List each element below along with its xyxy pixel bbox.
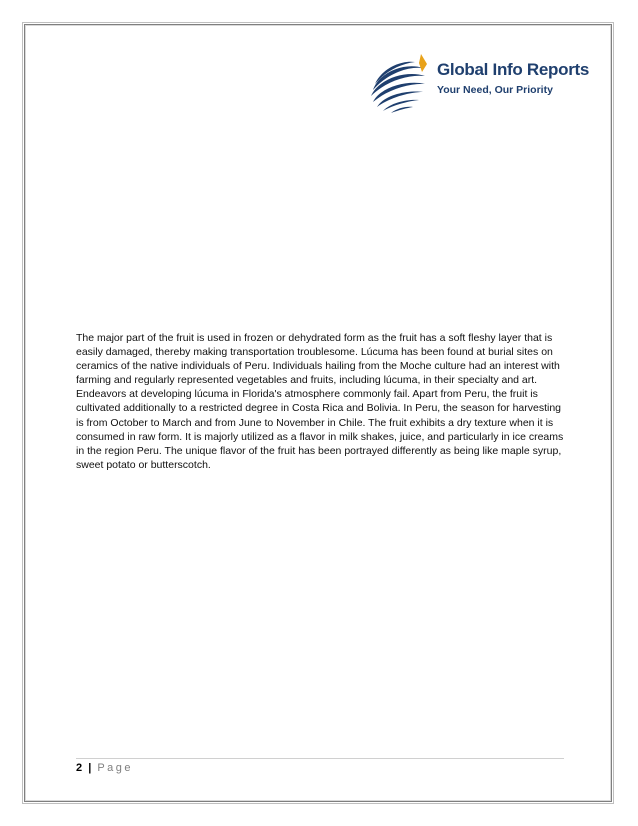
footer-divider	[76, 758, 564, 759]
page-number: 2	[76, 762, 83, 774]
logo-title: Global Info Reports	[437, 60, 590, 79]
footer-separator: |	[88, 762, 92, 774]
body-paragraph: The major part of the fruit is used in frozen or dehydrated form as the fruit has a soft fleshy layer that is easily damaged, thereby making transportation troublesome. Lúcuma has been found at burial sites on ceramics of the native individuals of Peru. Individuals hailing from the Moche culture had an interest with farming and regularly represented vegetables and fruits, including lúcuma, in their specialty and art. Endeavors at developing lúcuma in Florida's atmosphere commonly fail. Apart from Peru, the fruit is cultivated additionally to a restricted degree in Costa Rica and Bolivia. In Peru, the season for harvesting is from October to March and from June to November in Chile. The fruit exhibits a dry texture when it is consumed in raw form. It is majorly utilized as a flavor in milk shakes, juice, and particularly in ice creams in the region Peru. The unique flavor of the fruit has been portrayed differently as being like maple syrup, sweet potato or butterscotch.	[76, 332, 564, 471]
page-label: Page	[97, 762, 134, 774]
logo-tagline: Your Need, Our Priority	[437, 84, 553, 96]
company-logo	[365, 50, 590, 116]
page-footer	[76, 762, 133, 774]
globe-logo-icon	[365, 50, 433, 116]
